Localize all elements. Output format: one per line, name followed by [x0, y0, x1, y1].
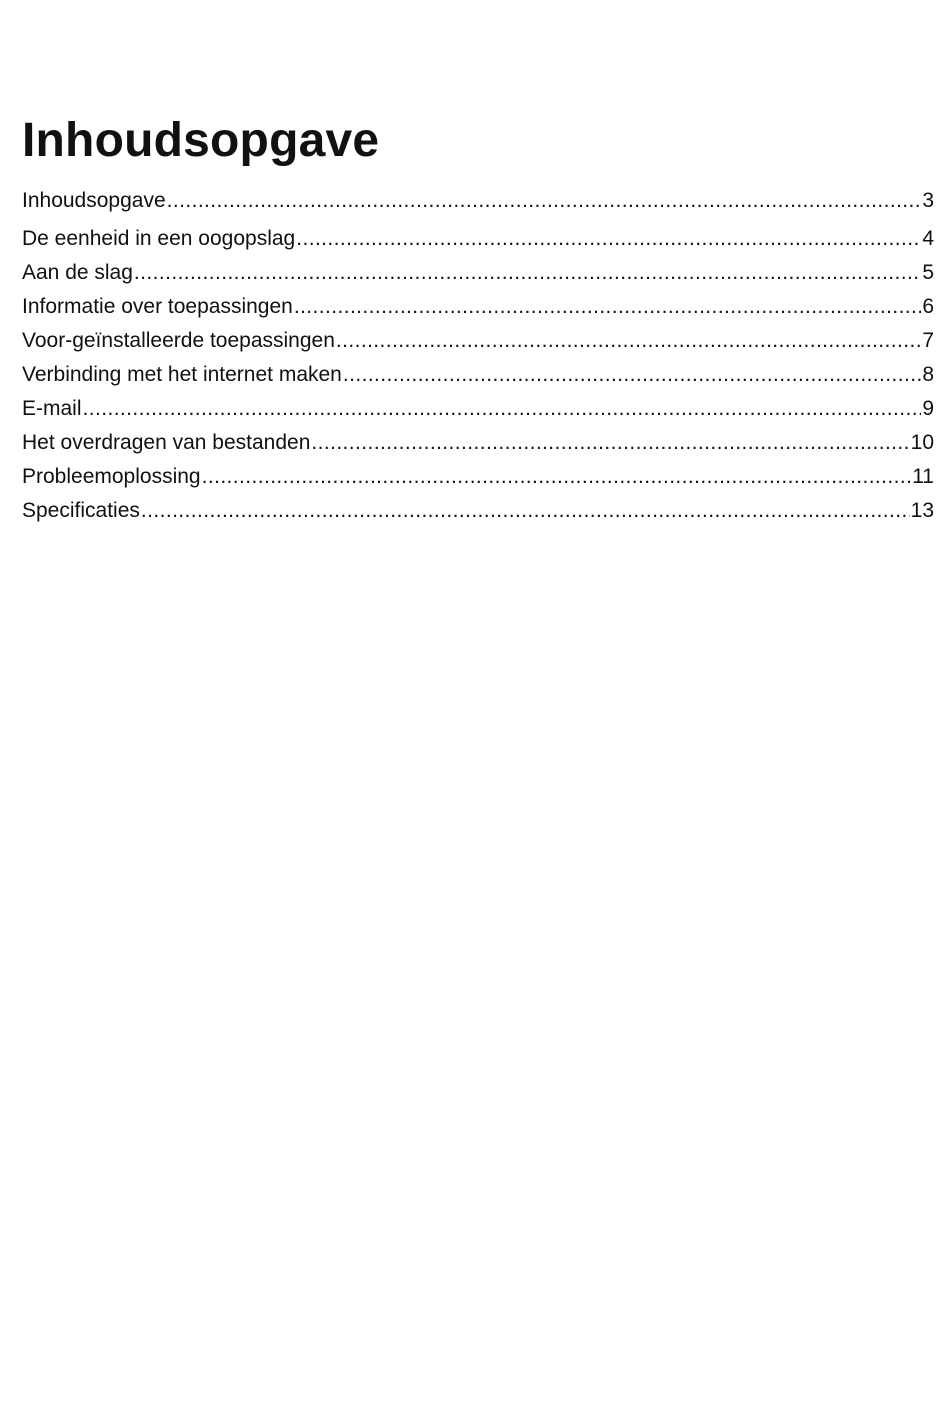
- document-page: [22, 112, 934, 528]
- toc-dot-leader: [296, 222, 921, 256]
- toc-entry[interactable]: [22, 290, 934, 324]
- toc-entry-page-number: 10: [910, 431, 934, 454]
- toc-entry[interactable]: [22, 358, 934, 392]
- toc-dot-leader: [311, 426, 909, 460]
- toc-entry-page-number: 4: [922, 227, 934, 250]
- toc-entry[interactable]: [22, 184, 934, 222]
- toc-dot-leader: [202, 460, 912, 494]
- toc-entry-label: Probleemoplossing: [22, 465, 201, 488]
- toc-dot-leader: [141, 494, 910, 528]
- toc-entry-page-number: 9: [922, 397, 934, 420]
- toc-entry-page-number: 13: [910, 499, 934, 522]
- toc-entry-label: Specificaties: [22, 499, 140, 522]
- toc-dot-leader: [336, 324, 921, 358]
- table-of-contents: [22, 184, 934, 528]
- toc-dot-leader: [343, 358, 921, 392]
- toc-entry-label: Aan de slag: [22, 261, 133, 284]
- toc-entry[interactable]: [22, 256, 934, 290]
- toc-entry[interactable]: [22, 392, 934, 426]
- toc-entry-label: Voor-geïnstalleerde toepassingen: [22, 329, 335, 352]
- toc-dot-leader: [83, 392, 922, 426]
- toc-entry[interactable]: [22, 222, 934, 256]
- toc-entry[interactable]: [22, 426, 934, 460]
- toc-dot-leader: [167, 184, 922, 218]
- toc-entry-page-number: 8: [922, 363, 934, 386]
- toc-entry-label: E-mail: [22, 397, 82, 420]
- toc-entry-label: Informatie over toepassingen: [22, 295, 293, 318]
- toc-entry-label: Het overdragen van bestanden: [22, 431, 311, 454]
- toc-entry-label: Inhoudsopgave: [22, 189, 166, 212]
- toc-entry-page-number: 5: [922, 261, 934, 284]
- toc-entry[interactable]: [22, 494, 934, 528]
- toc-entry-label: De eenheid in een oogopslag: [22, 227, 296, 250]
- toc-entry-page-number: 3: [922, 189, 934, 212]
- toc-dot-leader: [134, 256, 921, 290]
- toc-entry-label: Verbinding met het internet maken: [22, 363, 342, 386]
- toc-entry[interactable]: [22, 460, 934, 494]
- page-title: Inhoudsopgave: [22, 114, 380, 167]
- toc-entry-page-number: 6: [922, 295, 934, 318]
- toc-dot-leader: [294, 290, 921, 324]
- toc-entry-page-number: 7: [922, 329, 934, 352]
- toc-entry-page-number: 11: [912, 465, 934, 488]
- toc-entry[interactable]: [22, 324, 934, 358]
